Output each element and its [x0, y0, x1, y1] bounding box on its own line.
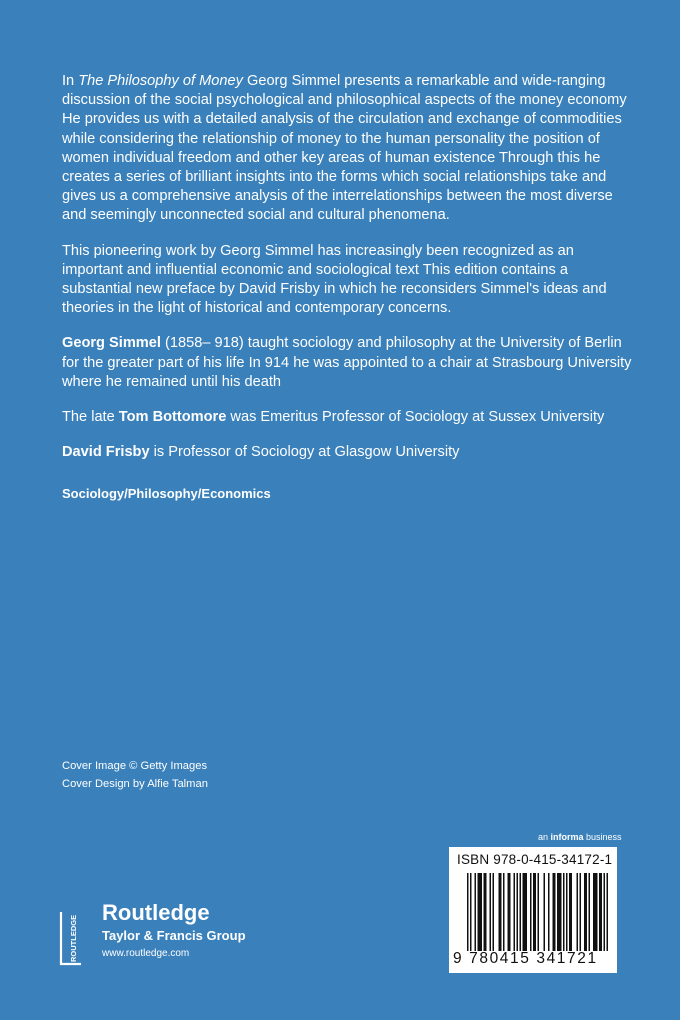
- barcode-bar: [607, 873, 609, 951]
- isbn-text: ISBN 978-0-415-34172-1: [457, 852, 613, 867]
- barcode-bar: [548, 873, 550, 951]
- author-bio: [62, 334, 632, 392]
- barcode-bar: [589, 873, 591, 951]
- publisher-name: Routledge: [102, 900, 210, 925]
- barcode-bar: [467, 873, 469, 951]
- blurb-p1-intro: In: [62, 73, 79, 89]
- barcode-bar: [533, 873, 536, 951]
- barcode-bar: [569, 873, 572, 951]
- barcode-bar: [566, 873, 568, 951]
- author-bio-text: (1858– 918) taught sociology and philosophy at the University of Berlin for the greater part of his life In 914 he was appointed to a chair at Strasbourg University where he remained until his death: [62, 335, 632, 390]
- barcode-bar: [577, 873, 579, 951]
- barcode-bar: [538, 873, 540, 951]
- editor-name: David Frisby: [62, 444, 150, 461]
- barcode-bar: [557, 873, 562, 951]
- back-cover-blurb: [62, 72, 632, 478]
- barcode-bar: [523, 873, 528, 951]
- informa-tagline: [538, 832, 622, 842]
- isbn-barcode: [449, 847, 617, 973]
- barcode-bar: [530, 873, 532, 951]
- barcode-bar: [493, 873, 495, 951]
- translator-bio-text: was Emeritus Professor of Sociology at Sussex University: [226, 409, 605, 426]
- blurb-p1-text: Georg Simmel presents a remarkable and wide-ranging discussion of the social psychological and philosophical aspects of the money economy He provides us with a detailed analysis of the circulation and exchange of commodities while considering the relationship of money to the human personality the position of women individual freedom and other key areas of human existence Through this he creates a series of brilliant insights into the forms which social relationships take and gives us a comprehensive analysis of the interrelationships between the most diverse and seemingly unconnected social and cultural phenomena.: [62, 73, 627, 224]
- barcode-bar: [563, 873, 565, 951]
- blurb-paragraph-2: This pioneering work by Georg Simmel has increasingly been recognized as an important and influential economic and sociological text This edition contains a substantial new preface by David Frisby in which he reconsiders Simmel's ideas and theories in the light of historical and contemporary concerns.: [62, 242, 607, 317]
- barcode-bar: [503, 873, 505, 951]
- cover-image-credit: Cover Image © Getty Images: [62, 760, 208, 772]
- barcode-bar: [478, 873, 483, 951]
- barcode-bar: [475, 873, 477, 951]
- barcode-bar: [580, 873, 582, 951]
- blurb-paragraph-1: [62, 72, 632, 226]
- barcode-bar: [593, 873, 598, 951]
- editor-bio: [62, 443, 632, 462]
- barcode-bar: [553, 873, 556, 951]
- barcode-bar: [484, 873, 487, 951]
- barcode-bar: [508, 873, 511, 951]
- barcode-bar: [520, 873, 522, 951]
- barcode-bar: [584, 873, 587, 951]
- routledge-mark-icon: [58, 910, 84, 966]
- editor-bio-text: is Professor of Sociology at Glasgow University: [149, 444, 460, 461]
- routledge-mark-text: ROUTLEDGE: [69, 914, 78, 962]
- subject-category: Sociology/Philosophy/Economics: [62, 486, 271, 501]
- barcode-bar: [490, 873, 492, 951]
- barcode-bar: [517, 873, 519, 951]
- informa-brand: informa: [550, 832, 584, 842]
- translator-name: Tom Bottomore: [118, 409, 227, 426]
- cover-design-credit: Cover Design by Alfie Talman: [62, 778, 208, 790]
- translator-bio-intro: The late: [62, 409, 119, 426]
- barcode-bar: [514, 873, 516, 951]
- barcode-bar: [604, 873, 606, 951]
- publisher-url[interactable]: www.routledge.com: [102, 948, 190, 959]
- publisher-group: Taylor & Francis Group: [102, 928, 246, 943]
- barcode-bars: [467, 873, 609, 951]
- informa-post: business: [583, 832, 622, 842]
- barcode-bar: [599, 873, 602, 951]
- informa-pre: an: [538, 832, 551, 842]
- barcode-bar: [499, 873, 502, 951]
- author-name: Georg Simmel: [62, 335, 161, 352]
- barcode-bar: [544, 873, 546, 951]
- translator-bio: [62, 408, 632, 427]
- barcode-number: 9 780415 341721: [453, 950, 598, 967]
- barcode-bar: [470, 873, 472, 951]
- cover-credits: [62, 757, 208, 793]
- book-title: The Philosophy of Money: [78, 73, 243, 89]
